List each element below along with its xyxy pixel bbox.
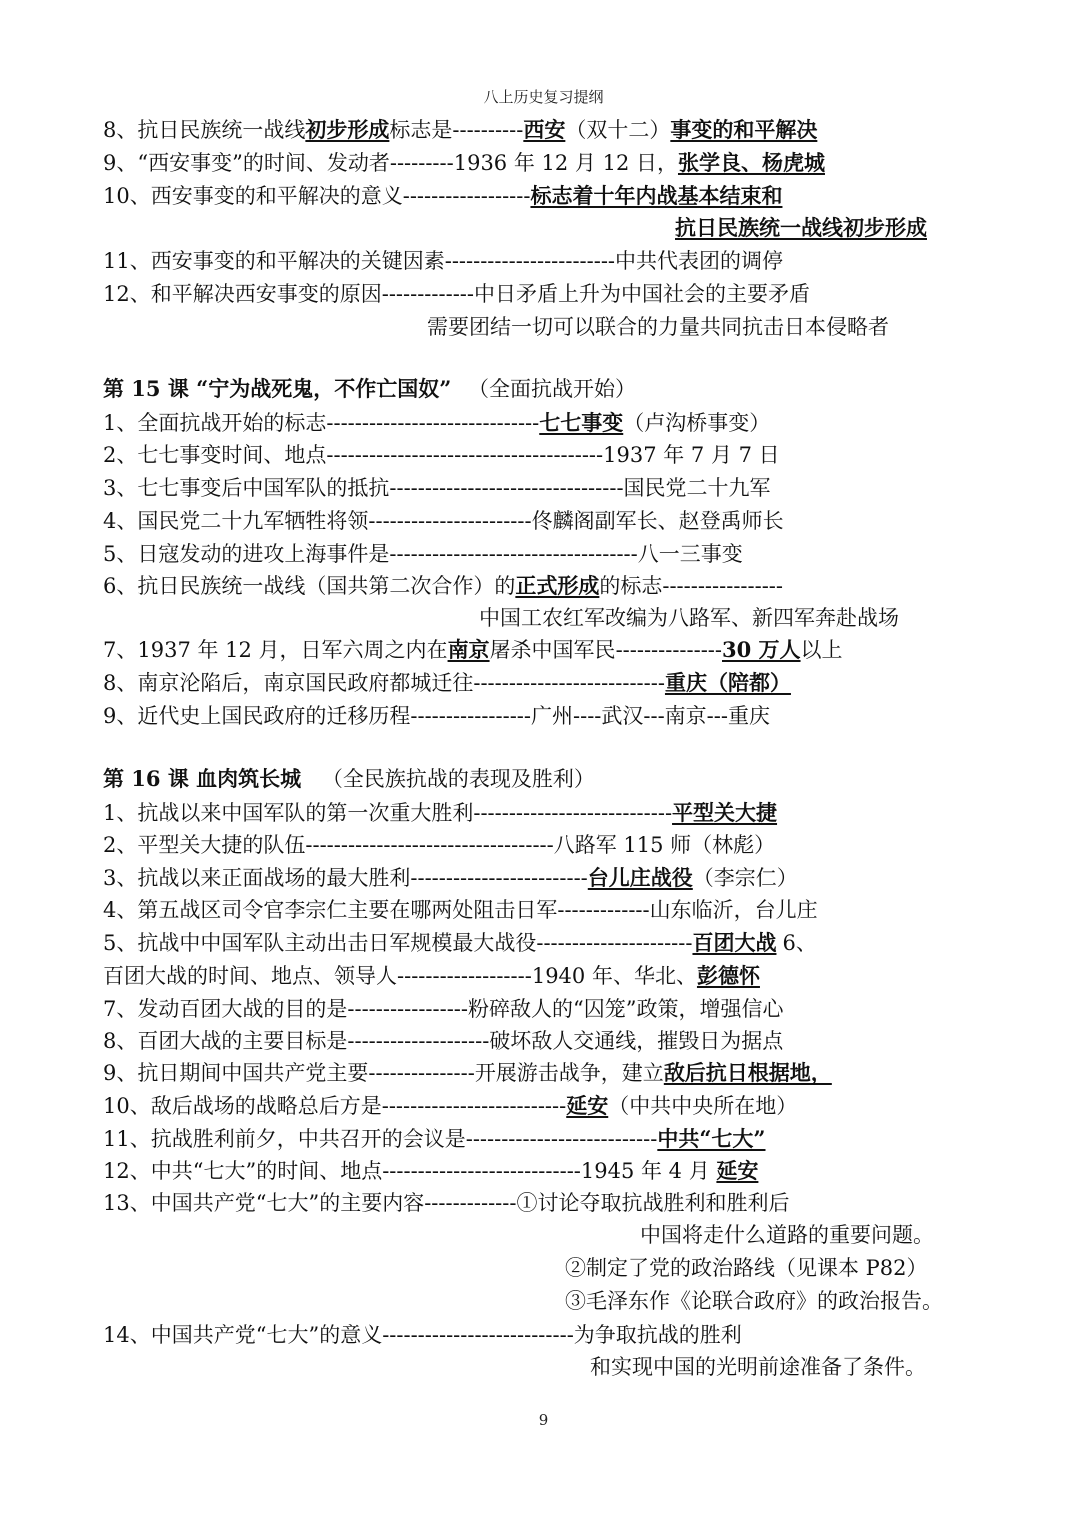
text: 需要团结一切可以联合的力量共同抗击日本侵略者 <box>427 315 889 339</box>
line-16-13-cont3 <box>565 1284 943 1318</box>
line-16-7 <box>103 992 987 1026</box>
text: 1、抗战以来中国军队的第一次重大胜利 <box>103 801 474 825</box>
line-15-3 <box>103 471 987 505</box>
emphasis: 台儿庄战役 <box>587 865 693 890</box>
text: 2、七七事变时间、地点 <box>103 443 327 467</box>
text: 百团大战的时间、地点、领导人 <box>103 964 397 988</box>
section-heading: 第 16 课 血肉筑长城 <box>103 766 302 791</box>
line-16-8 <box>103 1024 987 1058</box>
page-number: 9 <box>538 1411 549 1429</box>
text: 10、敌后战场的战略总后方是 <box>103 1094 382 1118</box>
text: 1937 年 7 月 7 日 <box>603 443 780 467</box>
leader-dashes: --------------------------------------- <box>326 443 604 467</box>
lesson-15-title <box>103 372 636 406</box>
text: 的标志 <box>599 574 663 598</box>
text: （双十二） <box>565 118 671 142</box>
text: 八路军 115 师（林彪） <box>553 833 776 857</box>
line-16-6 <box>103 959 987 993</box>
text: 7、1937 年 12 月，日军六周之内在 <box>103 638 448 662</box>
text: （中共中央所在地） <box>608 1094 798 1118</box>
line-16-4 <box>103 893 987 927</box>
text: ②制定了党的政治路线（见课本 P82） <box>565 1256 928 1280</box>
leader-dashes: ----------------- <box>662 574 783 598</box>
leader-dashes: --------------- <box>368 1061 475 1085</box>
emphasis: 百团大战 <box>692 930 777 955</box>
leader-dashes: --------------------------- <box>465 1127 658 1151</box>
emphasis: 平型关大捷 <box>672 800 778 825</box>
text: 4、第五战区司令官李宗仁主要在哪两处阻击日军 <box>103 898 558 922</box>
line-b1-12-cont <box>427 310 889 344</box>
lesson-16-title <box>103 762 595 796</box>
emphasis: 抗日民族统一战线初步形成 <box>675 215 927 240</box>
leader-dashes: -------------------- <box>347 1029 490 1053</box>
emphasis: 延安 <box>716 1158 759 1183</box>
leader-dashes: --------------- <box>615 638 722 662</box>
text: 8、百团大战的主要目标是 <box>103 1029 348 1053</box>
line-15-6-cont <box>479 601 899 635</box>
text: 6、 <box>782 931 817 955</box>
text: 中国工农红军改编为八路军、新四军奔赴战场 <box>479 606 899 630</box>
page-header: 八上历史复习提纲 <box>483 88 604 106</box>
line-16-14 <box>103 1318 987 1352</box>
text: ①讨论夺取抗战胜利和胜利后 <box>516 1191 790 1215</box>
text: 破坏敌人交通线，摧毁日为据点 <box>489 1029 784 1053</box>
emphasis: 中共“七大” <box>657 1126 766 1151</box>
line-b1-8 <box>103 113 987 147</box>
emphasis: 初步形成 <box>305 117 390 142</box>
line-15-8 <box>103 666 1003 700</box>
section-subtitle: （全民族抗战的表现及胜利） <box>321 767 595 791</box>
emphasis: 西安 <box>523 117 566 142</box>
line-16-5 <box>103 926 987 960</box>
text: 中国将走什么道路的重要问题。 <box>640 1223 934 1247</box>
text: 12、和平解决西安事变的原因 <box>103 282 382 306</box>
emphasis: 南京 <box>447 637 490 662</box>
line-16-13 <box>103 1186 987 1220</box>
line-15-5 <box>103 537 987 571</box>
line-16-12 <box>103 1154 987 1188</box>
leader-dashes: ----------------- <box>347 997 469 1021</box>
text: 国民党二十九军 <box>623 476 771 500</box>
text: 1940 年、华北、 <box>531 964 697 988</box>
line-16-10 <box>103 1089 987 1123</box>
leader-dashes: -------------------------- <box>381 1094 567 1118</box>
text: 1936 年 12 月 12 日， <box>453 151 678 175</box>
leader-dashes: ----------------------------------- <box>305 833 554 857</box>
leader-dashes: ------------------------ <box>444 249 616 273</box>
text: 和实现中国的光明前途准备了条件。 <box>590 1355 926 1379</box>
text: 10、西安事变的和平解决的意义 <box>103 184 403 208</box>
leader-dashes: ----------------------------------- <box>389 542 638 566</box>
line-16-13-cont1 <box>640 1218 934 1252</box>
line-16-9 <box>103 1056 1003 1090</box>
text: 3、抗战以来正面战场的最大胜利 <box>103 866 411 890</box>
leader-dashes: ---------------------------- <box>382 1159 581 1183</box>
emphasis: 事变的和平解决 <box>670 117 818 142</box>
leader-dashes: --------------------------------- <box>389 476 624 500</box>
text: 5、抗战中中国军队主动出击日军规模最大战役 <box>103 931 537 955</box>
text: 6、抗日民族统一战线（国共第二次合作）的 <box>103 574 516 598</box>
emphasis: 标志着十年内战基本结束和 <box>530 183 783 208</box>
text: 4、国民党二十九军牺牲将领 <box>103 509 369 533</box>
leader-dashes: ------------- <box>557 898 650 922</box>
leader-dashes: --------- <box>389 151 454 175</box>
line-16-11 <box>103 1122 987 1156</box>
line-15-4 <box>103 504 987 538</box>
emphasis: 30 万人 <box>722 637 801 662</box>
text: 开展游击战争，建立 <box>474 1061 664 1085</box>
leader-dashes: ---------------------- <box>536 931 693 955</box>
leader-dashes: ------------------------------ <box>326 411 540 435</box>
text: 13、中国共产党“七大”的主要内容 <box>103 1191 425 1215</box>
text: 8、南京沦陷后，南京国民政府都城迁往 <box>103 671 474 695</box>
text: 2、平型关大捷的队伍 <box>103 833 306 857</box>
text: 为争取抗战的胜利 <box>573 1323 742 1347</box>
line-15-6 <box>103 569 987 603</box>
line-15-7 <box>103 633 987 667</box>
emphasis: 延安 <box>566 1093 609 1118</box>
text: 中日矛盾上升为中国社会的主要矛盾 <box>473 282 810 306</box>
line-b1-12 <box>103 277 987 311</box>
section-heading: 第 15 课 “宁为战死鬼，不作亡国奴” <box>103 376 452 401</box>
line-b1-9 <box>103 146 987 180</box>
leader-dashes: ----------------- <box>410 704 532 728</box>
leader-dashes: ------------------------- <box>410 866 588 890</box>
text: 以上 <box>800 638 843 662</box>
line-16-13-cont2 <box>565 1251 928 1285</box>
text: （卢沟桥事变） <box>623 411 771 435</box>
leader-dashes: ---------- <box>452 118 524 142</box>
line-b1-11 <box>103 244 987 278</box>
text: 7、发动百团大战的目的是 <box>103 997 348 1021</box>
text: 9、抗日期间中国共产党主要 <box>103 1061 369 1085</box>
line-15-1 <box>103 406 987 440</box>
leader-dashes: ------------- <box>381 282 474 306</box>
line-b1-10-cont <box>675 211 927 245</box>
text: 14、中国共产党“七大”的意义 <box>103 1323 383 1347</box>
emphasis: 七七事变 <box>539 410 624 435</box>
text: 8、抗日民族统一战线 <box>103 118 306 142</box>
text: 中共代表团的调停 <box>615 249 784 273</box>
line-b1-10 <box>103 179 987 213</box>
line-15-2 <box>103 438 987 472</box>
text: （李宗仁） <box>692 866 798 890</box>
text: 9、近代史上国民政府的迁移历程 <box>103 704 411 728</box>
line-15-9 <box>103 699 987 733</box>
text: 屠杀中国军民 <box>489 638 616 662</box>
text: 标志是 <box>389 118 453 142</box>
text: ③毛泽东作《论联合政府》的政治报告。 <box>565 1289 943 1313</box>
leader-dashes: ------------- <box>424 1191 517 1215</box>
text: 1、全面抗战开始的标志 <box>103 411 327 435</box>
text: 佟麟阁副军长、赵登禹师长 <box>531 509 784 533</box>
text: 11、西安事变的和平解决的关键因素 <box>103 249 445 273</box>
text: 广州----武汉---南京---重庆 <box>531 704 770 728</box>
leader-dashes: ------------------- <box>397 964 532 988</box>
line-16-2 <box>103 828 987 862</box>
emphasis: 正式形成 <box>515 573 600 598</box>
line-16-14-cont <box>590 1350 926 1384</box>
text: 11、抗战胜利前夕，中共召开的会议是 <box>103 1127 466 1151</box>
section-subtitle: （全面抗战开始） <box>468 377 637 401</box>
text: 3、七七事变后中国军队的抵抗 <box>103 476 390 500</box>
text: 粉碎敌人的“囚笼”政策，增强信心 <box>468 997 784 1021</box>
text: 1945 年 4 月 <box>580 1159 717 1183</box>
emphasis: 敌后抗日根据地， <box>663 1060 832 1085</box>
leader-dashes: ------------------ <box>402 184 531 208</box>
leader-dashes: ---------------------------- <box>473 801 673 825</box>
emphasis: 重庆（陪都） <box>664 670 791 695</box>
line-16-3 <box>103 861 987 895</box>
leader-dashes: --------------------------- <box>473 671 665 695</box>
emphasis: 彭德怀 <box>696 963 760 988</box>
text: 9、“西安事变”的时间、发动者 <box>103 151 390 175</box>
emphasis: 张学良、杨虎城 <box>677 150 825 175</box>
text: 山东临沂，台儿庄 <box>649 898 818 922</box>
text: 5、日寇发动的进攻上海事件是 <box>103 542 390 566</box>
line-16-1 <box>103 796 987 830</box>
text: 12、中共“七大”的时间、地点 <box>103 1159 383 1183</box>
text: 八一三事变 <box>637 542 743 566</box>
leader-dashes: --------------------------- <box>382 1323 574 1347</box>
leader-dashes: ----------------------- <box>368 509 532 533</box>
